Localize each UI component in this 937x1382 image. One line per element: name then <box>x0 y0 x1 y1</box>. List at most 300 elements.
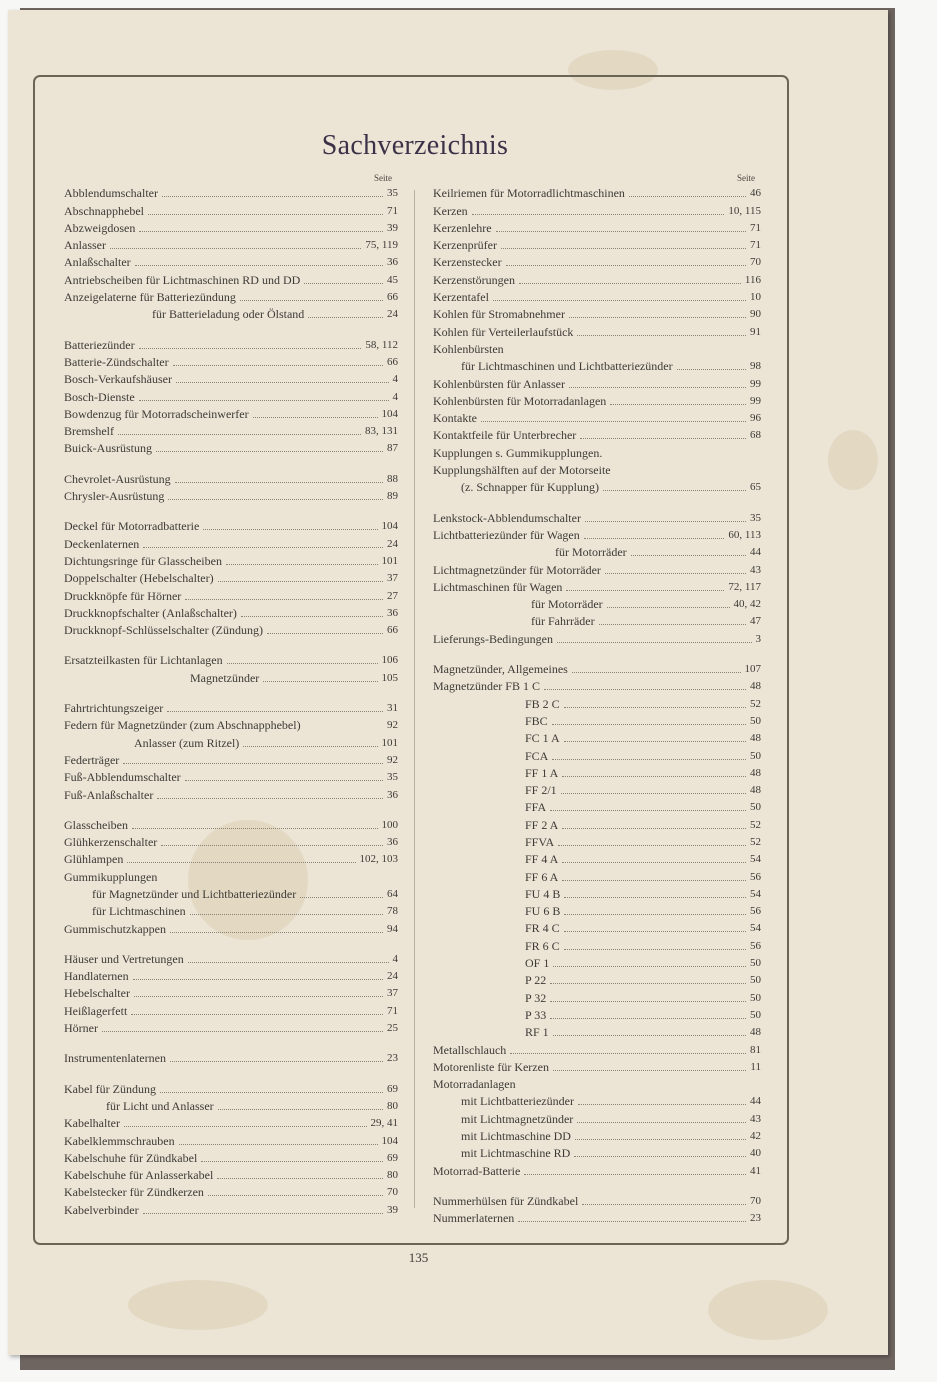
entry-label: mit Lichtmagnetzünder <box>461 1111 574 1126</box>
entry-label: Antriebscheiben für Lichtmaschinen RD und DD <box>64 272 301 287</box>
entry-label: Kerzenstecker <box>433 255 502 270</box>
index-entry <box>433 392 761 409</box>
dot-leader <box>472 214 725 215</box>
entry-page: 98 <box>750 360 761 373</box>
entry-label: Hebelschalter <box>64 986 130 1001</box>
dot-leader <box>550 1018 746 1019</box>
section-gap <box>64 504 398 517</box>
dot-leader <box>562 776 746 777</box>
index-entry <box>64 833 398 850</box>
entry-label: Druckknopfschalter (Anlaßschalter) <box>64 605 237 620</box>
entry-page: 31 <box>387 702 398 715</box>
section-gap <box>64 1036 398 1049</box>
index-entry <box>64 305 398 322</box>
entry-label: Häuser und Vertretungen <box>64 951 184 966</box>
index-entry <box>433 184 761 201</box>
entry-label: FR 6 C <box>525 938 560 953</box>
entry-label: für Motorräder <box>555 545 627 560</box>
dot-leader <box>131 1014 383 1015</box>
dot-leader <box>575 1139 746 1140</box>
entry-label: Motorrad-Batterie <box>433 1163 521 1178</box>
entry-page: 36 <box>387 836 398 849</box>
entry-page: 27 <box>387 589 398 602</box>
dot-leader <box>607 607 730 608</box>
entry-page: 78 <box>387 905 398 918</box>
index-entry <box>433 478 761 495</box>
dot-leader <box>553 966 746 967</box>
index-entry <box>64 950 398 967</box>
entry-label: Lenkstock-Abblendumschalter <box>433 510 581 525</box>
index-entry <box>433 746 761 763</box>
entry-label: FFA <box>525 800 547 815</box>
entry-page: 36 <box>387 256 398 269</box>
entry-label: FBC <box>525 713 548 728</box>
section-gap <box>433 495 761 508</box>
entry-page: 75, 119 <box>365 239 398 252</box>
entry-page: 70 <box>387 1186 398 1199</box>
entry-page: 90 <box>750 308 761 321</box>
dot-leader <box>603 490 746 491</box>
entry-label: FB 2 C <box>525 696 560 711</box>
entry-page: 50 <box>750 957 761 970</box>
entry-page: 56 <box>750 870 761 883</box>
dot-leader <box>157 798 383 799</box>
index-entry <box>64 751 398 768</box>
index-entry <box>433 508 761 525</box>
entry-page: 25 <box>387 1022 398 1035</box>
dot-leader <box>176 382 389 383</box>
entry-label: mit Lichtbatteriezünder <box>461 1094 574 1109</box>
entry-page: 58, 112 <box>365 338 398 351</box>
column-divider <box>414 190 415 1208</box>
entry-label: Druckknopf-Schlüsselschalter (Zündung) <box>64 623 263 638</box>
entry-label: Metallschlauch <box>433 1042 507 1057</box>
entry-label: Anzeigelaterne für Batteriezündung <box>64 290 236 305</box>
dot-leader <box>557 642 752 643</box>
entry-label: Glasscheiben <box>64 817 128 832</box>
entry-page: 3 <box>755 632 761 645</box>
entry-label: Kabelklemmschrauben <box>64 1133 175 1148</box>
dot-leader <box>304 283 383 284</box>
entry-page: 4 <box>392 373 398 386</box>
page-number: 135 <box>408 1250 429 1265</box>
dot-leader <box>218 581 383 582</box>
index-entry <box>64 604 398 621</box>
entry-label: Fuß-Anlaßschalter <box>64 787 154 802</box>
entry-page: 80 <box>387 1169 398 1182</box>
dot-leader <box>564 949 746 950</box>
entry-page: 94 <box>387 922 398 935</box>
entry-page: 56 <box>750 939 761 952</box>
dot-leader <box>605 573 746 574</box>
index-entry <box>433 936 761 953</box>
entry-label: Lichtmaschinen für Wagen <box>433 579 563 594</box>
entry-label: Lichtbatteriezünder für Wagen <box>433 527 580 542</box>
entry-page: 23 <box>750 1212 761 1225</box>
dot-leader <box>241 616 383 617</box>
entry-label: Kabelschuhe für Zündkabel <box>64 1150 198 1165</box>
index-entry <box>64 288 398 305</box>
dot-leader <box>160 1092 383 1093</box>
entry-label: für Lichtmaschinen <box>92 904 186 919</box>
dot-leader <box>582 1204 746 1205</box>
entry-page: 45 <box>387 273 398 286</box>
entry-label: P 32 <box>525 990 547 1005</box>
entry-page: 71 <box>750 239 761 252</box>
dot-leader <box>168 499 383 500</box>
entry-label: OF 1 <box>525 956 550 971</box>
entry-label: P 22 <box>525 973 547 988</box>
entry-page: 65 <box>750 481 761 494</box>
section-gap <box>64 686 398 699</box>
dot-leader <box>253 417 378 418</box>
dot-leader <box>188 962 389 963</box>
entry-label: Fuß-Abblendumschalter <box>64 770 181 785</box>
index-entry <box>433 919 761 936</box>
index-entry <box>64 850 398 867</box>
entry-label: FF 4 A <box>525 852 559 867</box>
index-entry <box>433 374 761 391</box>
index-entry <box>64 699 398 716</box>
index-entry <box>64 534 398 551</box>
entry-page: 71 <box>387 1004 398 1017</box>
entry-page: 42 <box>750 1130 761 1143</box>
entry-label: Keilriemen für Motorradlichtmaschinen <box>433 186 625 201</box>
index-entry <box>64 552 398 569</box>
index-entry <box>433 954 761 971</box>
index-entry <box>64 569 398 586</box>
section-gap <box>64 456 398 469</box>
dot-leader <box>493 300 746 301</box>
index-entry <box>433 357 761 374</box>
index-entry <box>433 988 761 1005</box>
entry-label: Buick-Ausrüstung <box>64 441 152 456</box>
index-entry <box>433 660 761 677</box>
index-entry <box>433 729 761 746</box>
entry-page: 24 <box>387 537 398 550</box>
index-entry <box>64 236 398 253</box>
dot-leader <box>501 248 746 249</box>
index-entry <box>433 867 761 884</box>
dot-leader <box>629 196 746 197</box>
dot-leader <box>481 421 746 422</box>
index-entry <box>433 526 761 543</box>
entry-label: Federträger <box>64 752 120 767</box>
entry-page: 24 <box>387 970 398 983</box>
dot-leader <box>308 317 383 318</box>
entry-label: Hörner <box>64 1021 98 1036</box>
entry-label: Fahrtrichtungszeiger <box>64 701 164 716</box>
dot-leader <box>118 434 361 435</box>
dot-leader <box>208 1195 383 1196</box>
dot-leader <box>139 231 383 232</box>
entry-page: 66 <box>387 291 398 304</box>
index-entry <box>433 1161 761 1178</box>
index-entry <box>433 1040 761 1057</box>
entry-page: 81 <box>750 1043 761 1056</box>
entry-page: 11 <box>750 1060 761 1073</box>
entry-label: FF 1 A <box>525 765 559 780</box>
dot-leader <box>566 590 724 591</box>
index-entry <box>433 1092 761 1109</box>
index-entry <box>433 409 761 426</box>
entry-page: 4 <box>392 390 398 403</box>
entry-page: 48 <box>750 732 761 745</box>
index-entry <box>433 560 761 577</box>
entry-label: Glühlampen <box>64 852 124 867</box>
entry-page: 87 <box>387 442 398 455</box>
entry-page: 107 <box>744 663 761 676</box>
entry-label: Chevrolet-Ausrüstung <box>64 471 171 486</box>
entry-label: FF 6 A <box>525 869 559 884</box>
entry-page: 92 <box>387 719 398 732</box>
index-entry <box>433 578 761 595</box>
index-entry <box>64 270 398 287</box>
index-entry <box>64 716 398 733</box>
entry-page: 88 <box>387 472 398 485</box>
entry-page: 50 <box>750 1008 761 1021</box>
entry-label: Anlaßschalter <box>64 255 131 270</box>
index-entry <box>433 902 761 919</box>
entry-label: FFVA <box>525 834 555 849</box>
dot-leader <box>123 763 383 764</box>
index-entry <box>64 184 398 201</box>
entry-label: Bosch-Dienste <box>64 389 135 404</box>
index-entries-left <box>64 184 398 1218</box>
entry-label: Magnetzünder, Allgemeines <box>433 662 568 677</box>
dot-leader <box>558 845 746 846</box>
entry-label: Instrumentenlaternen <box>64 1051 166 1066</box>
entry-page: 24 <box>387 308 398 321</box>
entry-page: 50 <box>750 749 761 762</box>
dot-leader <box>564 897 746 898</box>
entry-page: 50 <box>750 991 761 1004</box>
dot-leader <box>552 724 746 725</box>
entry-page: 91 <box>750 325 761 338</box>
entry-page: 64 <box>387 887 398 900</box>
section-gap <box>433 647 761 660</box>
entry-page: 69 <box>387 1151 398 1164</box>
dot-leader <box>577 335 746 336</box>
entry-label: FR 4 C <box>525 921 560 936</box>
entry-label: Kohlen für Stromabnehmer <box>433 307 565 322</box>
entry-label: FCA <box>525 748 549 763</box>
index-entry <box>64 919 398 936</box>
section-gap <box>64 638 398 651</box>
entry-page: 116 <box>744 273 761 286</box>
entry-page: 37 <box>387 987 398 1000</box>
index-entry <box>64 370 398 387</box>
index-entry <box>433 443 761 460</box>
index-entry <box>433 543 761 560</box>
entry-page: 50 <box>750 801 761 814</box>
entry-page: 4 <box>392 952 398 965</box>
dot-leader <box>243 746 377 747</box>
entry-label: mit Lichtmaschine RD <box>461 1146 571 1161</box>
dot-leader <box>562 880 746 881</box>
entry-page: 48 <box>750 1026 761 1039</box>
dot-leader <box>300 897 383 898</box>
index-entry <box>64 469 398 486</box>
index-entry <box>64 335 398 352</box>
index-entry <box>433 1144 761 1161</box>
entry-page: 105 <box>381 671 398 684</box>
entry-page: 56 <box>750 905 761 918</box>
entry-label: Kerzentafel <box>433 290 489 305</box>
section-gap <box>433 1179 761 1192</box>
entry-page: 71 <box>387 204 398 217</box>
dot-leader <box>227 663 378 664</box>
entry-label: FC 1 A <box>525 731 560 746</box>
entry-label: Druckknöpfe für Hörner <box>64 588 182 603</box>
index-entry <box>64 1019 398 1036</box>
dot-leader <box>139 400 389 401</box>
entry-label: Magnetzünder FB 1 C <box>433 679 540 694</box>
entry-label: Magnetzünder <box>190 670 260 685</box>
dot-leader <box>550 810 746 811</box>
index-entry <box>64 651 398 668</box>
dot-leader <box>132 828 378 829</box>
dot-leader <box>610 404 746 405</box>
entry-label: Heißlagerfett <box>64 1003 128 1018</box>
index-entry <box>433 201 761 218</box>
entry-page: 60, 113 <box>728 528 761 541</box>
dot-leader <box>263 681 377 682</box>
index-entry <box>433 798 761 815</box>
entry-label: Bowdenzug für Motorradscheinwerfer <box>64 406 249 421</box>
dot-leader <box>550 983 746 984</box>
entry-label: für Fahrräder <box>531 614 595 629</box>
entry-label: Bremshelf <box>64 424 114 439</box>
entry-label: für Lichtmaschinen und Lichtbatteriezünder <box>461 359 673 374</box>
entry-page: 48 <box>750 680 761 693</box>
index-entry <box>64 405 398 422</box>
entry-label: Kohlenbürsten <box>433 341 504 356</box>
index-entry <box>64 1149 398 1166</box>
page-title: Sachverzeichnis <box>321 130 509 161</box>
index-entry <box>64 1131 398 1148</box>
dot-leader <box>217 1178 383 1179</box>
section-gap <box>64 803 398 816</box>
dot-leader <box>201 1161 383 1162</box>
entry-page: 50 <box>750 714 761 727</box>
index-entry <box>433 236 761 253</box>
dot-leader <box>569 387 746 388</box>
dot-leader <box>170 932 383 933</box>
index-entry <box>64 487 398 504</box>
dot-leader <box>134 996 383 997</box>
dot-leader <box>510 1053 746 1054</box>
dot-leader <box>161 845 383 846</box>
dot-leader <box>175 482 383 483</box>
index-entry <box>64 1114 398 1131</box>
entry-label: Gummikupplungen <box>64 869 158 884</box>
entry-label: FF 2/1 <box>525 783 557 798</box>
entry-label: für Licht und Anlasser <box>106 1098 214 1113</box>
section-gap <box>64 937 398 950</box>
entry-label: Kontakte <box>433 411 477 426</box>
index-entry <box>433 677 761 694</box>
dot-leader <box>185 780 383 781</box>
index-entry <box>64 967 398 984</box>
index-entry <box>433 270 761 287</box>
entry-page: 92 <box>387 753 398 766</box>
index-entry <box>64 1200 398 1217</box>
index-entry <box>64 668 398 685</box>
index-entry <box>433 1023 761 1040</box>
dot-leader <box>524 1174 746 1175</box>
entry-page: 36 <box>387 606 398 619</box>
dot-leader <box>577 1122 746 1123</box>
entry-page: 54 <box>750 853 761 866</box>
entry-page: 44 <box>750 1095 761 1108</box>
index-entry <box>433 781 761 798</box>
dot-leader <box>156 451 383 452</box>
index-entry <box>64 1001 398 1018</box>
entry-page: 66 <box>387 624 398 637</box>
entry-page: 50 <box>750 974 761 987</box>
dot-leader <box>170 1061 383 1062</box>
section-gap <box>64 1066 398 1079</box>
entry-label: P 33 <box>525 1007 547 1022</box>
dot-leader <box>148 214 383 215</box>
entry-label: Abzweigdosen <box>64 220 136 235</box>
dot-leader <box>143 1213 383 1214</box>
entry-page: 10, 115 <box>728 204 761 217</box>
dot-leader <box>584 538 725 539</box>
entry-label: Kabel für Zündung <box>64 1081 156 1096</box>
entry-page: 23 <box>387 1052 398 1065</box>
entry-label: Ersatzteilkasten für Lichtanlagen <box>64 653 223 668</box>
dot-leader <box>518 1221 746 1222</box>
entry-page: 80 <box>387 1099 398 1112</box>
entry-page: 43 <box>750 563 761 576</box>
index-entry <box>64 219 398 236</box>
entry-page: 35 <box>387 187 398 200</box>
entry-page: 104 <box>381 1134 398 1147</box>
entry-label: Kohlenbürsten für Anlasser <box>433 376 565 391</box>
dot-leader <box>179 1144 378 1145</box>
entry-page: 40 <box>750 1147 761 1160</box>
entry-label: FF 2 A <box>525 817 559 832</box>
entry-label: Dichtungsringe für Glasscheiben <box>64 553 222 568</box>
index-entries-right <box>433 184 761 1226</box>
entry-label: Abschnapphebel <box>64 203 144 218</box>
index-entry <box>433 850 761 867</box>
entry-label: Kabelstecker für Zündkerzen <box>64 1185 204 1200</box>
section-gap <box>64 322 398 335</box>
seite-header: Seite <box>737 173 755 183</box>
index-entry <box>64 517 398 534</box>
entry-page: 39 <box>387 1203 398 1216</box>
entry-label: Kupplungshälften auf der Motorseite <box>433 463 611 478</box>
dot-leader <box>552 759 746 760</box>
index-entry <box>433 426 761 443</box>
index-entry <box>64 885 398 902</box>
entry-label: Bosch-Verkaufshäuser <box>64 372 172 387</box>
dot-leader <box>110 248 361 249</box>
entry-page: 36 <box>387 788 398 801</box>
entry-label: Kohlenbürsten für Motorradanlagen <box>433 393 607 408</box>
entry-page: 35 <box>387 771 398 784</box>
index-entry <box>64 586 398 603</box>
dot-leader <box>267 633 383 634</box>
entry-page: 69 <box>387 1082 398 1095</box>
dot-leader <box>506 265 746 266</box>
entry-page: 66 <box>387 355 398 368</box>
entry-page: 10 <box>750 291 761 304</box>
index-entry <box>64 387 398 404</box>
